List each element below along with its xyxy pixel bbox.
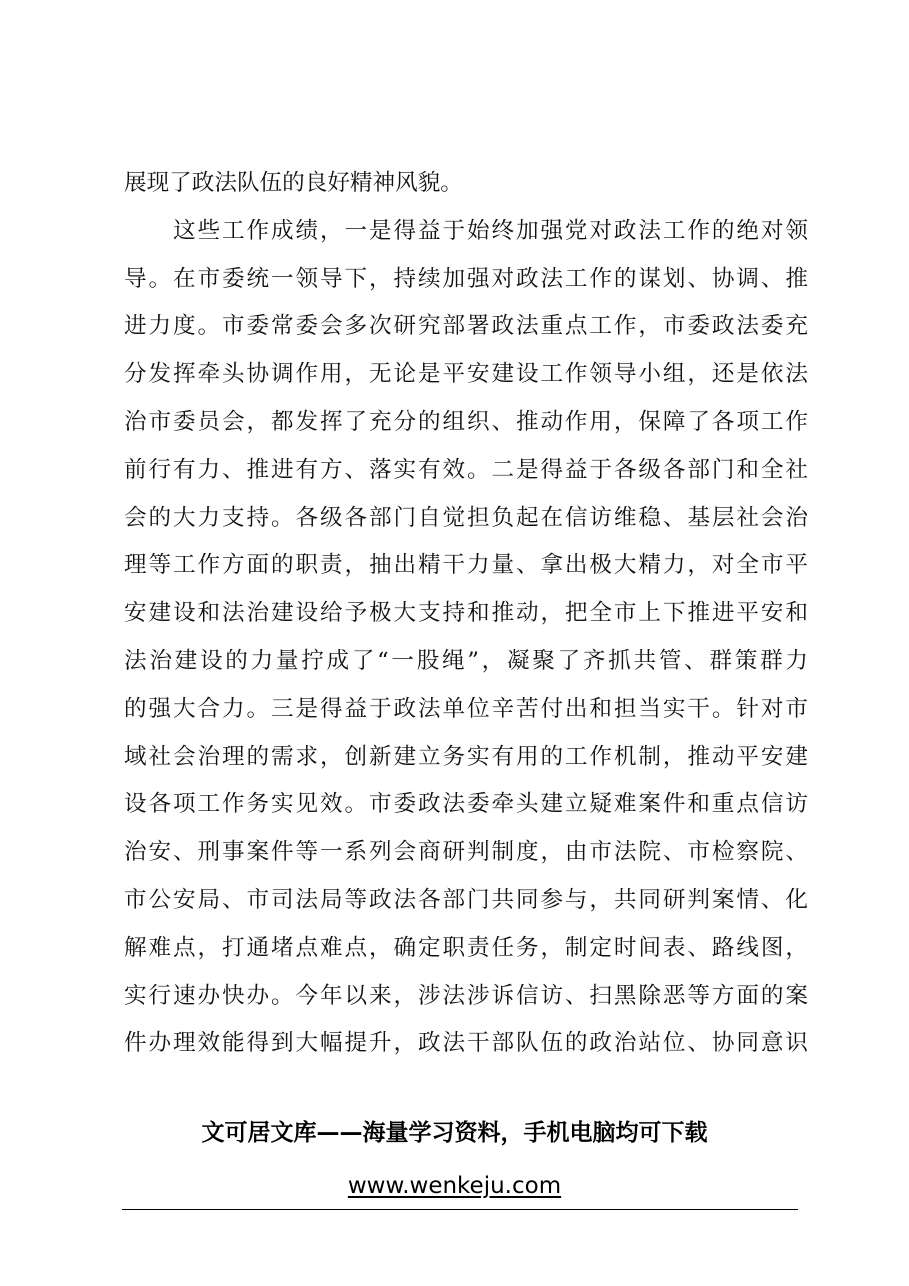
text-line: 市公安局、市司法局等政法各部门共同参与，共同研判案情、化 <box>124 886 808 913</box>
text-line: 进力度。市委常委会多次研究部署政法重点工作，市委政法委充 <box>124 313 808 340</box>
text-line: 展现了政法队伍的良好精神风貌。 <box>124 170 463 196</box>
body-text <box>124 160 808 1068</box>
footer-url-container <box>0 1173 909 1199</box>
text-line: 前行有力、推进有方、落实有效。二是得益于各级各部门和全社 <box>124 456 808 483</box>
text-line: 解难点，打通堵点难点，确定职责任务，制定时间表、路线图， <box>124 934 808 961</box>
footer-url-link[interactable]: www.wenkeju.com <box>347 1173 562 1199</box>
text-line: 法治建设的力量拧成了“一股绳”，凝聚了齐抓共管、群策群力 <box>124 647 808 674</box>
footer-divider <box>122 1209 798 1210</box>
text-line: 设各项工作务实见效。市委政法委牵头建立疑难案件和重点信访 <box>124 791 808 818</box>
text-line: 会的大力支持。各级各部门自觉担负起在信访维稳、基层社会治 <box>124 504 808 531</box>
footer-title: 文可居文库——海量学习资料，手机电脑均可下载 <box>201 1120 708 1146</box>
text-line: 治市委员会，都发挥了充分的组织、推动作用，保障了各项工作 <box>124 408 808 435</box>
text-line: 安建设和法治建设给予极大支持和推动，把全市上下推进平安和 <box>124 600 808 627</box>
text-line: 实行速办快办。今年以来，涉法涉诉信访、扫黑除恶等方面的案 <box>124 982 808 1009</box>
text-line: 域社会治理的需求，创新建立务实有用的工作机制，推动平安建 <box>124 743 808 770</box>
text-line: 这些工作成绩，一是得益于始终加强党对政法工作的绝对领 <box>124 217 808 244</box>
text-line: 分发挥牵头协调作用，无论是平安建设工作领导小组，还是依法 <box>124 361 808 388</box>
text-line: 治安、刑事案件等一系列会商研判制度，由市法院、市检察院、 <box>124 839 808 866</box>
text-line: 导。在市委统一领导下，持续加强对政法工作的谋划、协调、推 <box>124 265 808 292</box>
text-line: 的强大合力。三是得益于政法单位辛苦付出和担当实干。针对市 <box>124 695 808 722</box>
text-line: 件办理效能得到大幅提升，政法干部队伍的政治站位、协同意识 <box>124 1030 808 1057</box>
text-line: 理等工作方面的职责，抽出精干力量、拿出极大精力，对全市平 <box>124 552 808 579</box>
